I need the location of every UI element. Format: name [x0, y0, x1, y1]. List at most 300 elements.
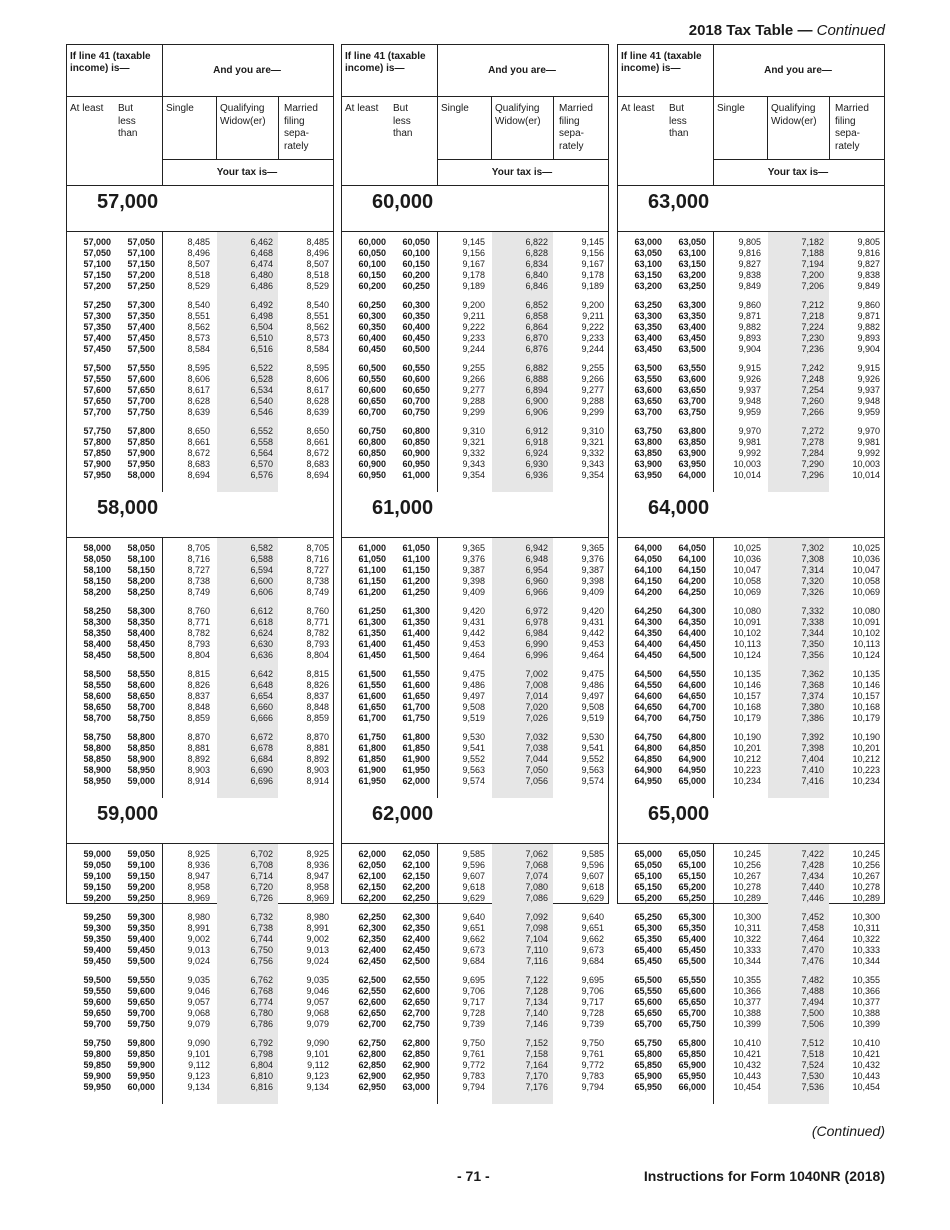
- but-less-than-value: 61,150: [402, 565, 430, 575]
- qualifying-widow-tax-value: 6,918: [525, 437, 548, 447]
- married-separately-tax-value: 9,992: [857, 448, 880, 458]
- qualifying-widow-tax-value: 7,518: [801, 1049, 824, 1059]
- but-less-than-value: 63,600: [678, 374, 706, 384]
- qualifying-widow-tax-value: 6,678: [250, 743, 273, 753]
- at-least-value: 60,200: [358, 281, 386, 291]
- at-least-value: 58,900: [83, 765, 111, 775]
- qualifying-widow-tax-value: 6,480: [250, 270, 273, 280]
- qualifying-widow-tax-value: 7,350: [801, 639, 824, 649]
- table-row: [67, 945, 333, 956]
- table-row: [342, 576, 608, 587]
- table-row: [618, 587, 884, 598]
- qualifying-widow-tax-value: 6,534: [250, 385, 273, 395]
- at-least-value: 59,450: [83, 956, 111, 966]
- married-separately-tax-value: 9,222: [581, 322, 604, 332]
- but-less-than-value: 57,550: [127, 363, 155, 373]
- table-row: [67, 934, 333, 945]
- qualifying-widow-tax-value: 6,546: [250, 407, 273, 417]
- but-less-than-value: 58,900: [127, 754, 155, 764]
- qualifying-widow-tax-value: 7,002: [525, 669, 548, 679]
- but-less-than-value: 64,450: [678, 639, 706, 649]
- married-separately-tax-value: 9,266: [581, 374, 604, 384]
- married-separately-tax-value: 8,925: [306, 849, 329, 859]
- married-separately-tax-value: 9,849: [857, 281, 880, 291]
- table-row: [67, 669, 333, 680]
- section-heading: [67, 492, 333, 538]
- married-separately-tax-value: 10,344: [852, 956, 880, 966]
- married-separately-tax-value: 9,101: [306, 1049, 329, 1059]
- at-least-value: 63,800: [634, 437, 662, 447]
- if-line-label: If line 41 (taxable income) is—: [345, 51, 426, 74]
- single-tax-value: 10,036: [733, 554, 761, 564]
- table-row: [618, 385, 884, 396]
- single-tax-value: 9,442: [462, 628, 485, 638]
- single-tax-value: 9,431: [462, 617, 485, 627]
- married-separately-tax-value: 9,013: [306, 945, 329, 955]
- qualifying-widow-tax-value: 7,044: [525, 754, 548, 764]
- at-least-value: 61,450: [358, 650, 386, 660]
- qualifying-widow-tax-value: 7,320: [801, 576, 824, 586]
- but-less-than-value: 59,350: [127, 923, 155, 933]
- qualifying-widow-tax-value: 6,780: [250, 1008, 273, 1018]
- married-separately-tax-value: 8,914: [306, 776, 329, 786]
- but-less-than-value: 60,200: [402, 270, 430, 280]
- at-least-value: 64,800: [634, 743, 662, 753]
- qualifying-widow-tax-value: 7,254: [801, 385, 824, 395]
- single-tax-value: 10,223: [733, 765, 761, 775]
- but-less-than-value: 57,650: [127, 385, 155, 395]
- but-less-than-value: 58,250: [127, 587, 155, 597]
- married-separately-tax-value: 10,245: [852, 849, 880, 859]
- but-less-than-value: 63,200: [678, 270, 706, 280]
- single-tax-value: 9,453: [462, 639, 485, 649]
- single-tax-value: 8,958: [187, 882, 210, 892]
- married-separately-tax-value: 9,475: [581, 669, 604, 679]
- qualifying-widow-tax-value: 7,398: [801, 743, 824, 753]
- at-least-value: 64,850: [634, 754, 662, 764]
- qualifying-widow-tax-value: 7,104: [525, 934, 548, 944]
- table-row: [618, 934, 884, 945]
- single-tax-value: 10,366: [733, 986, 761, 996]
- qualifying-widow-tax-value: 7,158: [525, 1049, 548, 1059]
- qualifying-widow-tax-value: 7,056: [525, 776, 548, 786]
- table-row: [342, 639, 608, 650]
- table-row: [618, 565, 884, 576]
- table-row: [618, 893, 884, 904]
- single-tax-value: 10,069: [733, 587, 761, 597]
- table-row: [342, 606, 608, 617]
- qualifying-widow-tax-value: 7,308: [801, 554, 824, 564]
- married-separately-tax-value: 9,277: [581, 385, 604, 395]
- table-row: [342, 459, 608, 470]
- at-least-value: 64,300: [634, 617, 662, 627]
- table-row: [618, 860, 884, 871]
- but-less-than-value: 65,050: [678, 849, 706, 859]
- table-row: [342, 1008, 608, 1019]
- married-separately-tax-value: 9,651: [581, 923, 604, 933]
- table-row: [342, 680, 608, 691]
- married-separately-tax-value: 10,190: [852, 732, 880, 742]
- married-separately-tax-value: 8,573: [306, 333, 329, 343]
- married-separately-tax-value: 8,628: [306, 396, 329, 406]
- at-least-value: 65,950: [634, 1082, 662, 1092]
- qualifying-widow-tax-value: 6,972: [525, 606, 548, 616]
- but-less-than-value: 58,800: [127, 732, 155, 742]
- table-row: [618, 754, 884, 765]
- married-separately-tax-value: 9,508: [581, 702, 604, 712]
- table-row: [67, 554, 333, 565]
- single-tax-value: 10,322: [733, 934, 761, 944]
- qualifying-widow-tax-value: 7,194: [801, 259, 824, 269]
- but-less-than-value: 65,900: [678, 1060, 706, 1070]
- married-separately-tax-value: 9,211: [582, 311, 604, 321]
- table-row: [342, 565, 608, 576]
- qualifying-widow-tax-value: 6,786: [250, 1019, 273, 1029]
- but-less-than-value: 58,050: [127, 543, 155, 553]
- single-tax-value: 9,563: [462, 765, 485, 775]
- married-separately-tax-value: 10,300: [852, 912, 880, 922]
- married-separately-tax-value: 8,529: [306, 281, 329, 291]
- married-separately-tax-value: 8,793: [306, 639, 329, 649]
- at-least-value: 62,000: [358, 849, 386, 859]
- single-tax-value: 9,211: [463, 311, 485, 321]
- single-tax-value: 10,168: [733, 702, 761, 712]
- at-least-value: 57,050: [83, 248, 111, 258]
- qualifying-widow-tax-value: 7,266: [801, 407, 824, 417]
- at-least-value: 57,200: [83, 281, 111, 291]
- married-separately-tax-value: 10,058: [852, 576, 880, 586]
- single-tax-value: 9,090: [187, 1038, 210, 1048]
- but-less-than-value: 57,250: [127, 281, 155, 291]
- at-least-value: 60,600: [358, 385, 386, 395]
- but-less-than-value: 64,800: [678, 732, 706, 742]
- married-separately-tax-value: 9,046: [306, 986, 329, 996]
- but-less-than-value: 61,800: [402, 732, 430, 742]
- but-less-than-value: 57,450: [127, 333, 155, 343]
- qualifying-widow-tax-value: 7,392: [801, 732, 824, 742]
- at-least-value: 58,100: [83, 565, 111, 575]
- but-less-than-value: 59,200: [127, 882, 155, 892]
- married-separately-tax-value: 8,771: [306, 617, 329, 627]
- at-least-value: 63,050: [634, 248, 662, 258]
- qualifying-widow-tax-value: 6,762: [250, 975, 273, 985]
- at-least-value: 63,900: [634, 459, 662, 469]
- single-tax-value: 8,595: [187, 363, 210, 373]
- at-least-value: 62,600: [358, 997, 386, 1007]
- table-row: [67, 396, 333, 407]
- single-tax-value: 10,278: [733, 882, 761, 892]
- qualifying-widow-tax-value: 7,440: [801, 882, 824, 892]
- married-separately-tax-value: 9,332: [581, 448, 604, 458]
- at-least-value: 58,450: [83, 650, 111, 660]
- at-least-value: 63,550: [634, 374, 662, 384]
- qualifying-widow-tax-value: 7,218: [801, 311, 824, 321]
- but-less-than-value: 63,400: [678, 322, 706, 332]
- at-least-value: 65,400: [634, 945, 662, 955]
- table-row: [67, 1038, 333, 1049]
- at-least-value: 57,550: [83, 374, 111, 384]
- but-less-than-value: 61,000: [402, 470, 430, 480]
- at-least-value: 64,050: [634, 554, 662, 564]
- but-less-than-value: 64,000: [678, 470, 706, 480]
- single-tax-value: 8,859: [187, 713, 210, 723]
- qualifying-widow-tax-value: 6,924: [525, 448, 548, 458]
- single-tax-value: 10,201: [733, 743, 761, 753]
- table-row: [67, 893, 333, 904]
- single-tax-value: 9,981: [738, 437, 761, 447]
- married-separately-tax-value: 10,377: [852, 997, 880, 1007]
- but-less-than-value: 61,850: [402, 743, 430, 753]
- table-row: [342, 248, 608, 259]
- married-separately-tax-value: 9,618: [581, 882, 604, 892]
- married-separately-tax-value: 8,485: [306, 237, 329, 247]
- single-tax-value: 9,706: [462, 986, 485, 996]
- at-least-value: 57,950: [83, 470, 111, 480]
- but-less-than-value: 63,450: [678, 333, 706, 343]
- qualifying-widow-tax-value: 6,804: [250, 1060, 273, 1070]
- table-row: [342, 776, 608, 787]
- married-separately-tax-value: 9,552: [581, 754, 604, 764]
- married-separately-tax-value: 8,738: [306, 576, 329, 586]
- at-least-value: 57,900: [83, 459, 111, 469]
- at-least-value: 60,450: [358, 344, 386, 354]
- but-less-than-value: 58,450: [127, 639, 155, 649]
- qualifying-widow-tax-value: 7,314: [801, 565, 824, 575]
- married-separately-tax-value: 8,870: [306, 732, 329, 742]
- at-least-value: 65,650: [634, 1008, 662, 1018]
- but-less-than-value: 61,550: [402, 669, 430, 679]
- at-least-value: 61,350: [358, 628, 386, 638]
- single-tax-value: 8,584: [187, 344, 210, 354]
- married-separately-tax-value: 10,333: [852, 945, 880, 955]
- single-tax-value: 8,980: [187, 912, 210, 922]
- at-least-value: 60,100: [358, 259, 386, 269]
- at-least-value: 60,300: [358, 311, 386, 321]
- at-least-value: 59,300: [83, 923, 111, 933]
- married-separately-tax-value: 9,002: [306, 934, 329, 944]
- but-less-than-value: 61,350: [402, 617, 430, 627]
- single-tax-value: 8,683: [187, 459, 210, 469]
- but-less-than-value: 64,400: [678, 628, 706, 638]
- qualifying-widow-tax-value: 7,458: [801, 923, 824, 933]
- qualifying-widow-tax-value: 7,110: [526, 945, 548, 955]
- single-tax-value: 9,200: [462, 300, 485, 310]
- married-separately-tax-value: 9,024: [306, 956, 329, 966]
- table-row: [618, 776, 884, 787]
- married-separately-tax-value: 9,926: [857, 374, 880, 384]
- qualifying-widow-tax-value: 7,464: [801, 934, 824, 944]
- at-least-value: 64,000: [634, 543, 662, 553]
- qualifying-widow-tax-value: 7,020: [525, 702, 548, 712]
- single-tax-value: 10,157: [733, 691, 761, 701]
- at-least-value: 65,700: [634, 1019, 662, 1029]
- single-tax-value: 9,222: [462, 322, 485, 332]
- single-tax-value: 10,124: [733, 650, 761, 660]
- table-row: [342, 860, 608, 871]
- table-row: [67, 691, 333, 702]
- at-least-value: 63,950: [634, 470, 662, 480]
- table-row: [618, 311, 884, 322]
- tax-table-column: [66, 44, 334, 1092]
- at-least-value: 57,250: [83, 300, 111, 310]
- single-tax-value: 8,925: [187, 849, 210, 859]
- qualifying-widow-tax-value: 6,462: [250, 237, 273, 247]
- table-row: [618, 407, 884, 418]
- qualifying-widow-tax-value: 6,690: [250, 765, 273, 775]
- qualifying-widow-tax-value: 7,032: [525, 732, 548, 742]
- single-tax-value: 8,892: [187, 754, 210, 764]
- table-row: [342, 882, 608, 893]
- section-heading: [618, 492, 884, 538]
- table-row: [342, 300, 608, 311]
- qualifying-widow-tax-value: 6,606: [250, 587, 273, 597]
- qualifying-widow-tax-value: 6,612: [250, 606, 273, 616]
- qualifying-widow-tax-value: 7,212: [801, 300, 824, 310]
- at-least-value: 65,800: [634, 1049, 662, 1059]
- single-tax-value: 9,585: [462, 849, 485, 859]
- section-heading-value: 60,000: [372, 191, 434, 213]
- but-less-than-value: 59,900: [127, 1060, 155, 1070]
- single-tax-value: 8,837: [187, 691, 210, 701]
- single-tax-value: 9,915: [738, 363, 761, 373]
- married-separately-tax-value: 10,157: [852, 691, 880, 701]
- but-less-than-value: 62,200: [402, 882, 430, 892]
- married-separately-tax-value: 10,278: [852, 882, 880, 892]
- table-row: [618, 437, 884, 448]
- table-row: [618, 882, 884, 893]
- married-separately-tax-value: 10,454: [852, 1082, 880, 1092]
- single-tax-value: 9,046: [187, 986, 210, 996]
- table-row: [342, 237, 608, 248]
- married-separately-tax-value: 8,705: [306, 543, 329, 553]
- but-less-than-value: 63,300: [678, 300, 706, 310]
- single-tax-value: 8,870: [187, 732, 210, 742]
- at-least-value: 59,500: [83, 975, 111, 985]
- married-separately-tax-value: 8,661: [306, 437, 329, 447]
- but-less-than-value: 59,000: [127, 776, 155, 786]
- at-least-value: 60,150: [358, 270, 386, 280]
- income-section: [618, 186, 884, 492]
- table-row: [67, 1019, 333, 1030]
- at-least-value: 59,650: [83, 1008, 111, 1018]
- married-separately-tax-value: 8,540: [306, 300, 329, 310]
- single-tax-value: 9,486: [462, 680, 485, 690]
- at-least-value: 64,250: [634, 606, 662, 616]
- qualifying-widow-tax-value: 6,840: [525, 270, 548, 280]
- but-less-than-value: 62,450: [402, 945, 430, 955]
- table-row: [618, 1082, 884, 1093]
- at-least-value: 65,550: [634, 986, 662, 996]
- but-less-than-value: 65,350: [678, 923, 706, 933]
- table-row: [342, 975, 608, 986]
- single-tax-value: 8,727: [187, 565, 210, 575]
- single-tax-value: 9,794: [462, 1082, 485, 1092]
- table-row: [67, 1060, 333, 1071]
- single-tax-value: 9,651: [462, 923, 485, 933]
- table-row: [618, 1060, 884, 1071]
- qualifying-widow-tax-value: 6,822: [525, 237, 548, 247]
- married-separately-tax-value: 10,080: [852, 606, 880, 616]
- table-row: [67, 997, 333, 1008]
- but-less-than-value: 60,100: [402, 248, 430, 258]
- qualifying-widow-tax-value: 6,954: [525, 565, 548, 575]
- married-separately-tax-value: 9,739: [581, 1019, 604, 1029]
- single-tax-value: 9,288: [462, 396, 485, 406]
- married-filing-separately-label: Married filing sepa- rately: [559, 103, 593, 152]
- single-tax-value: 8,573: [187, 333, 210, 343]
- but-less-than-value: 57,800: [127, 426, 155, 436]
- table-row: [67, 639, 333, 650]
- qualifying-widow-tax-value: 6,558: [250, 437, 273, 447]
- qualifying-widow-tax-value: 6,726: [250, 893, 273, 903]
- single-tax-value: 9,629: [462, 893, 485, 903]
- at-least-value: 60,950: [358, 470, 386, 480]
- married-separately-tax-value: 10,267: [852, 871, 880, 881]
- but-less-than-value: 57,350: [127, 311, 155, 321]
- but-less-than-value: 57,500: [127, 344, 155, 354]
- qualifying-widow-tax-value: 6,672: [250, 732, 273, 742]
- but-less-than-value: 58,700: [127, 702, 155, 712]
- at-least-value: 64,350: [634, 628, 662, 638]
- but-less-than-value: 57,400: [127, 322, 155, 332]
- table-row: [67, 765, 333, 776]
- qualifying-widow-tax-value: 6,984: [525, 628, 548, 638]
- qualifying-widow-tax-value: 7,134: [525, 997, 548, 1007]
- at-least-value: 65,250: [634, 912, 662, 922]
- at-least-value: 57,750: [83, 426, 111, 436]
- married-separately-tax-value: 10,410: [852, 1038, 880, 1048]
- qualifying-widow-tax-value: 6,486: [250, 281, 273, 291]
- at-least-value: 58,250: [83, 606, 111, 616]
- qualifying-widow-tax-value: 6,504: [250, 322, 273, 332]
- qualifying-widow-tax-value: 7,008: [525, 680, 548, 690]
- but-less-than-value: 64,200: [678, 576, 706, 586]
- but-less-than-value: 58,100: [127, 554, 155, 564]
- table-row: [618, 1071, 884, 1082]
- table-row: [618, 986, 884, 997]
- married-separately-tax-value: 9,310: [581, 426, 604, 436]
- table-row: [67, 871, 333, 882]
- qualifying-widow-tax-value: 6,654: [250, 691, 273, 701]
- married-separately-tax-value: 9,343: [581, 459, 604, 469]
- table-row: [67, 975, 333, 986]
- section-heading: [618, 798, 884, 844]
- at-least-value: 63,700: [634, 407, 662, 417]
- at-least-label: At least: [345, 103, 379, 114]
- single-tax-value: 9,541: [462, 743, 485, 753]
- qualifying-widow-tax-value: 6,990: [525, 639, 548, 649]
- at-least-value: 59,600: [83, 997, 111, 1007]
- if-line-label: If line 41 (taxable income) is—: [70, 51, 151, 74]
- married-separately-tax-value: 9,640: [581, 912, 604, 922]
- single-tax-value: 8,903: [187, 765, 210, 775]
- but-less-than-value: 58,200: [127, 576, 155, 586]
- at-least-value: 61,050: [358, 554, 386, 564]
- table-row: [342, 986, 608, 997]
- but-less-than-value: 65,550: [678, 975, 706, 985]
- at-least-value: 62,400: [358, 945, 386, 955]
- at-least-value: 64,900: [634, 765, 662, 775]
- qualifying-widow-tax-value: 7,332: [801, 606, 824, 616]
- table-row: [67, 628, 333, 639]
- table-row: [618, 871, 884, 882]
- single-tax-value: 9,596: [462, 860, 485, 870]
- table-row: [67, 448, 333, 459]
- at-least-value: 61,600: [358, 691, 386, 701]
- table-row: [67, 923, 333, 934]
- qualifying-widow-tax-value: 7,290: [801, 459, 824, 469]
- single-tax-value: 8,947: [187, 871, 210, 881]
